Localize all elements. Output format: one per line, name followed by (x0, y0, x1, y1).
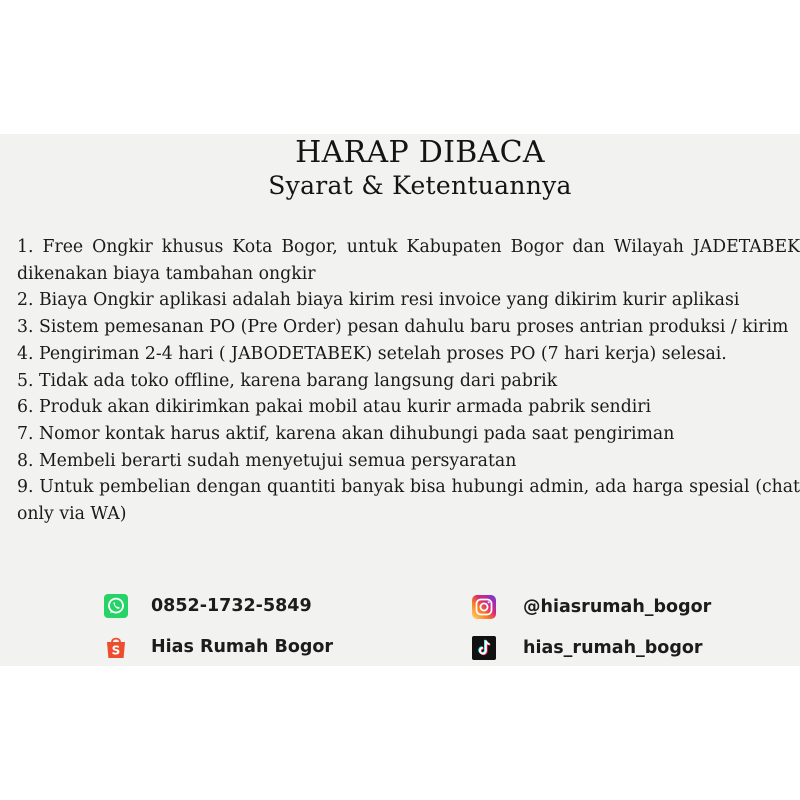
instagram-handle: @hiasrumah_bogor (523, 597, 712, 617)
term-item: 8. Membeli berarti sudah menyetujui semua persyaratan (17, 450, 517, 471)
contact-instagram[interactable] (472, 594, 711, 620)
term-item: 5. Tidak ada toko offline, karena barang langsung dari pabrik (17, 370, 558, 391)
whatsapp-number: 0852-1732-5849 (151, 596, 312, 616)
svg-text:S: S (111, 643, 121, 658)
term-item: 1. Free Ongkir khusus Kota Bogor, untuk Kabupaten Bogor dan Wilayah JADETABEK dikenakan biaya tambahan ongkir (17, 237, 800, 284)
contact-shopee[interactable] (104, 634, 333, 660)
contact-tiktok[interactable] (472, 635, 703, 661)
instagram-icon (472, 595, 496, 619)
term-item: 4. Pengiriman 2-4 hari ( JABODETABEK) setelah proses PO (7 hari kerja) selesai. (17, 343, 727, 364)
page-title: HARAP DIBACA (295, 135, 545, 170)
term-item: 9. Untuk pembelian dengan quantiti banyak bisa hubungi admin, ada harga spesial (chat only via WA) (17, 477, 800, 525)
term-item: 2. Biaya Ongkir aplikasi adalah biaya kirim resi invoice yang dikirim kurir aplikasi (17, 290, 740, 311)
page-subtitle: Syarat & Ketentuannya (268, 171, 572, 200)
whatsapp-icon (104, 594, 128, 618)
contact-whatsapp[interactable] (104, 593, 312, 619)
terms-list (17, 234, 800, 528)
shopee-bag-icon (104, 635, 128, 659)
tiktok-icon (472, 636, 496, 660)
tiktok-handle: hias_rumah_bogor (523, 638, 703, 658)
term-item: 6. Produk akan dikirimkan pakai mobil atau kurir armada pabrik sendiri (17, 397, 652, 418)
term-item: 7. Nomor kontak harus aktif, karena akan dihubungi pada saat pengiriman (17, 423, 675, 444)
term-item: 3. Sistem pemesanan PO (Pre Order) pesan dahulu baru proses antrian produksi / kirim (17, 317, 789, 338)
shopee-store-name: Hias Rumah Bogor (151, 637, 334, 657)
